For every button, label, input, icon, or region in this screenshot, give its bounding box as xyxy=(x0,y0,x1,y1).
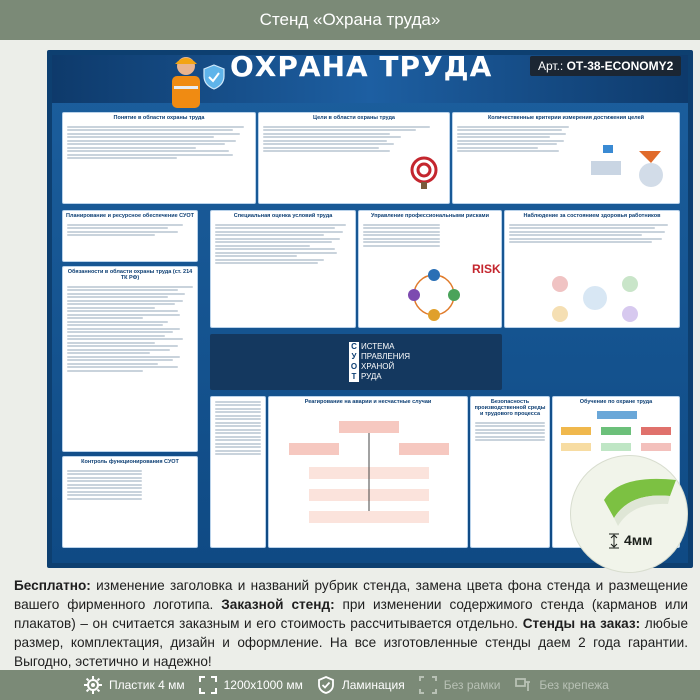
panel-criteria xyxy=(452,112,680,204)
scales-icon xyxy=(581,131,671,199)
accident-flowchart xyxy=(279,419,459,539)
panel-title: Специальная оценка условий труда xyxy=(233,213,333,219)
risk-cycle-diagram xyxy=(399,267,469,323)
panel-planning xyxy=(62,210,198,262)
feature-size: 1200х1000 мм xyxy=(199,676,303,694)
article-code: ОТ-38-ECONOMY2 xyxy=(566,59,674,73)
article-badge xyxy=(530,56,681,76)
panel-control xyxy=(62,456,198,548)
panel-duties xyxy=(62,266,198,452)
panel-reaction-list xyxy=(210,396,266,548)
panel-title: Обучение по охране труда xyxy=(579,399,653,405)
description xyxy=(14,576,688,671)
custom-text: при изменении содержимого стенда (карманов или плакатов) – он считается заказным и его стоимость рассчитывается отдельно. xyxy=(14,597,688,631)
panel-title: Контроль функционирования СУОТ xyxy=(81,459,179,465)
thickness-icon xyxy=(608,533,620,549)
order-text: любые размер, комплектация, дизайн и оформление. На все изготовленные стенды даем 2 года гарантии. Выгодно, эстетично и надежно! xyxy=(14,616,689,669)
article-label: Арт.: xyxy=(538,59,564,73)
panel-title: Безопасность производственной среды и трудового процесса xyxy=(474,399,546,417)
custom-label: Заказной стенд: xyxy=(221,597,335,612)
page-title: Стенд «Охрана труда» xyxy=(259,10,441,29)
panel-safety xyxy=(470,396,550,548)
free-label: Бесплатно: xyxy=(14,578,91,593)
target-icon xyxy=(409,155,439,189)
feature-lamination: Ламинация xyxy=(317,676,405,694)
panel-accidents xyxy=(268,396,468,548)
feature-mount: Без крепежа xyxy=(514,676,608,694)
panel-title: Цели в области охраны труда xyxy=(313,115,395,121)
features-bar xyxy=(0,670,700,700)
panel-title: Количественные критерии измерения достижения целей xyxy=(487,115,645,121)
order-label: Стенды на заказ: xyxy=(522,616,641,631)
top-bar xyxy=(0,0,700,40)
feature-frame: Без рамки xyxy=(419,676,501,694)
panel-title: Планирование и ресурсное обеспечение СУОТ xyxy=(66,213,194,219)
risk-label: RISK xyxy=(472,262,501,276)
panel-title: Наблюдение за состоянием здоровья работников xyxy=(523,213,661,219)
panel-sout xyxy=(210,210,356,328)
resize-icon xyxy=(199,676,217,694)
panel-goals xyxy=(258,112,450,204)
thickness-label: 4мм xyxy=(624,532,653,548)
shield-icon xyxy=(203,64,225,90)
panel-title: Управление профессиональными рисками xyxy=(371,213,489,219)
panel-title: Обязанности в области охраны труда (ст. 214 ТК РФ) xyxy=(67,269,193,281)
training-scheme xyxy=(561,411,673,461)
gear-icon xyxy=(84,676,102,694)
stand-title: ОХРАНА ТРУДА xyxy=(230,50,493,83)
plastic-sheet-icon xyxy=(600,470,680,530)
panel-title: Реагирование на аварии и несчастные случаи xyxy=(304,399,432,405)
frame-icon xyxy=(419,676,437,694)
panel-title: Понятие в области охраны труда xyxy=(113,115,205,121)
mount-icon xyxy=(514,676,532,694)
suot-text: С ИСТЕМА У ПРАВЛЕНИЯ О ХРАНОЙ Т РУДА xyxy=(350,342,411,381)
worker-icon xyxy=(165,52,207,108)
feature-material: Пластик 4 мм xyxy=(84,676,185,694)
free-text: изменение заголовка и названий рубрик стенда, замена цвета фона стенда и размещение вашего фирменного логотипа. xyxy=(14,578,688,612)
shield-check-icon xyxy=(317,676,335,694)
health-diagram xyxy=(535,269,655,327)
panel-health xyxy=(504,210,680,328)
panel-concepts xyxy=(62,112,256,204)
